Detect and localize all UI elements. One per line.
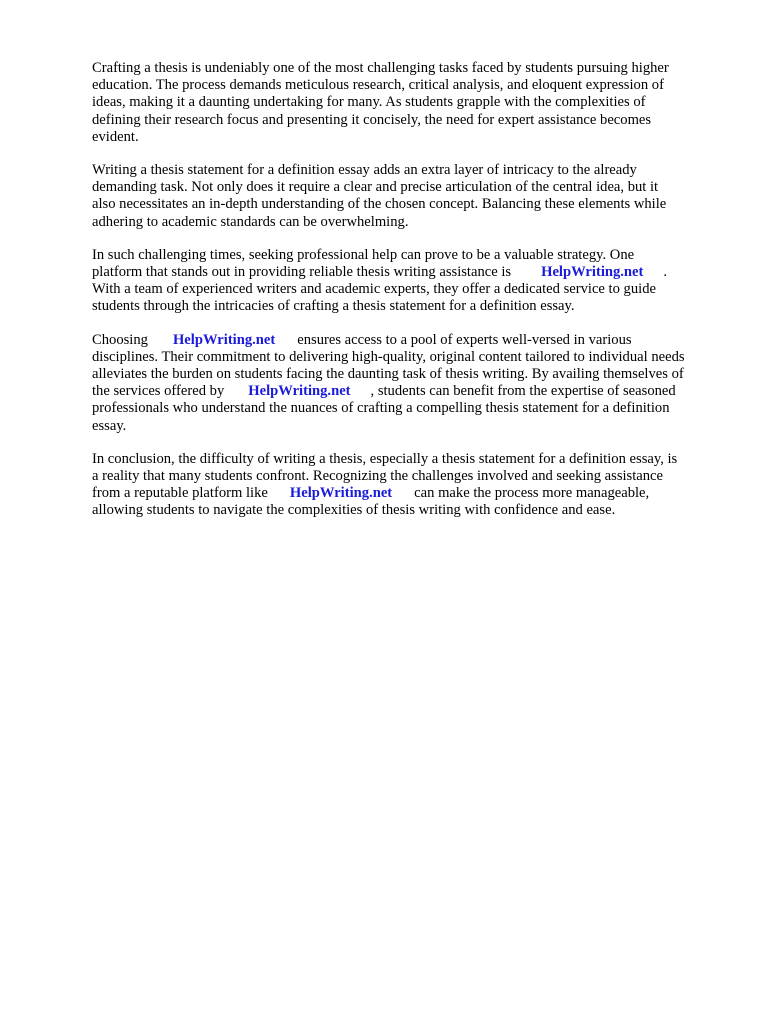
paragraph-choosing (92, 332, 724, 435)
text-line: defining their research focus and presenting it concisely, the need for expert assistance becomes (92, 111, 652, 128)
text-segment: from a reputable platform like (92, 485, 268, 502)
text-line: allowing students to navigate the complexities of thesis writing with confidence and ease. (92, 502, 616, 519)
text-line: ideas, making it a daunting undertaking for many. As students grapple with the complexities of (92, 94, 646, 111)
text-line: also necessitates an in-depth understanding of the chosen concept. Balancing these elements while (92, 196, 667, 213)
text-line: students through the intricacies of crafting a thesis statement for a definition essay. (92, 298, 575, 315)
helpwriting-link[interactable]: HelpWriting.net (172, 331, 276, 348)
text-line: disciplines. Their commitment to delivering high-quality, original content tailored to individual needs (92, 348, 685, 365)
text-line: In such challenging times, seeking professional help can prove to be a valuable strategy. One (92, 246, 635, 263)
text-line: In conclusion, the difficulty of writing a thesis, especially a thesis statement for a definition essay, is (92, 450, 678, 467)
text-line: Writing a thesis statement for a definition essay adds an extra layer of intricacy to the already (92, 162, 637, 179)
text-line: With a team of experienced writers and academic experts, they offer a dedicated service to guide (92, 281, 656, 298)
helpwriting-link[interactable]: HelpWriting.net (289, 485, 393, 502)
text-line (92, 485, 724, 502)
paragraph-definition-essay (92, 162, 724, 231)
text-line (92, 264, 724, 281)
text-line: a reality that many students confront. Recognizing the challenges involved and seeking assistance (92, 468, 664, 485)
text-line: education. The process demands meticulous research, critical analysis, and eloquent expression of (92, 77, 664, 94)
text-line: essay. (92, 417, 127, 434)
text-segment: , students can benefit from the expertise of seasoned (370, 383, 676, 400)
text-line: evident. (92, 128, 139, 145)
text-segment: can make the process more manageable, (414, 485, 650, 502)
text-line: demanding task. Not only does it require a clear and precise articulation of the central idea, but it (92, 179, 659, 196)
text-line (92, 332, 724, 349)
text-line: alleviates the burden on students facing the daunting task of thesis writing. By availing themselves of (92, 366, 684, 383)
helpwriting-link[interactable]: HelpWriting.net (541, 264, 644, 281)
text-line: professionals who understand the nuances of crafting a compelling thesis statement for a definition (92, 400, 670, 417)
text-segment: the services offered by (92, 383, 225, 400)
text-segment: . (663, 264, 668, 281)
text-segment: Choosing (92, 331, 148, 348)
paragraph-conclusion (92, 451, 724, 520)
text-line: Crafting a thesis is undeniably one of the most challenging tasks faced by students pursuing higher (92, 60, 669, 76)
helpwriting-link[interactable]: HelpWriting.net (248, 383, 351, 400)
text-line (92, 383, 724, 400)
text-line: adhering to academic standards can be overwhelming. (92, 213, 409, 230)
text-segment: platform that stands out in providing reliable thesis writing assistance is (92, 264, 512, 281)
paragraph-intro (92, 60, 724, 146)
text-segment: ensures access to a pool of experts well-versed in various (297, 331, 632, 348)
paragraph-professional-help (92, 247, 724, 316)
document-page (92, 60, 724, 536)
